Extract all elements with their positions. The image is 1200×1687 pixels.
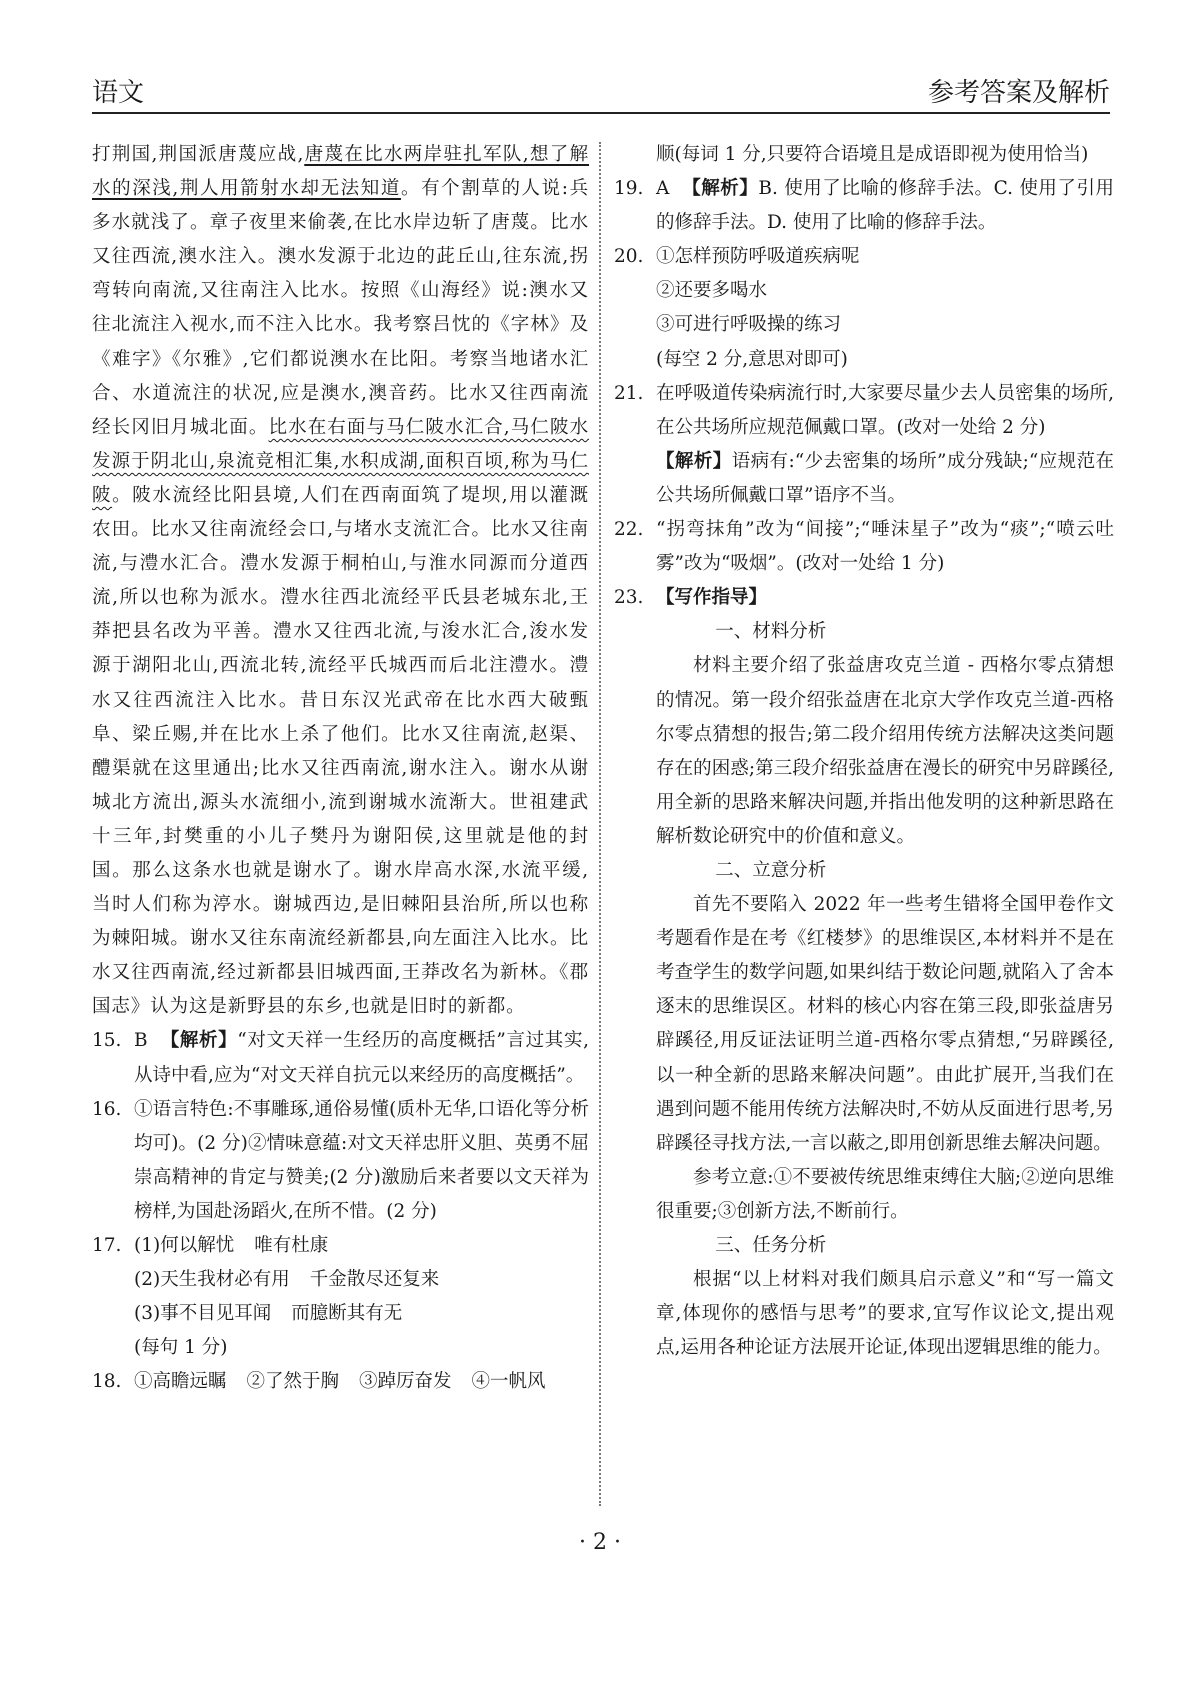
answer-17-line [92, 1297, 589, 1331]
question-number: 22. [614, 519, 644, 541]
answer-15 [92, 1024, 589, 1092]
answer-line: (3)事不目见耳闻 [134, 1303, 272, 1325]
question-number: 15. [92, 1030, 122, 1052]
answer-22 [614, 513, 1114, 581]
answer-line: (1)何以解忧 [134, 1235, 235, 1256]
answer-18-continued: 顺(每词 1 分,只要符合语境且是成语即视为使用恰当) [656, 144, 1089, 165]
passage-text: 。有个割草的人说:兵多水就浅了。章子夜里来偷袭,在比水岸边斩了唐蔑。比水又往西流,澳水注入。澳水发源于北边的茈丘山,往东流,拐弯转向南流,又往南注入比水。按照《山海经》说:澳水又往北流注入视水,而不注入比水。我考察吕忱的《字林》及《难字》《尔雅》,它们都说澳水在比阳。考察当地诸水汇合、水道流注的状况,应是澳水,澳音药。比水又往西南流经长冈旧月城北面。 [92, 178, 589, 438]
question-number: 17. [92, 1235, 122, 1256]
answer-choice: A [656, 178, 670, 200]
analysis-tag: 【解析】 [160, 1030, 238, 1052]
passage-text: 。陂水流经比阳县境,人们在西南面筑了堤坝,用以灌溉农田。比水又往南流经会口,与堵水支流汇合。比水又往南流,与澧水汇合。澧水发源于桐柏山,与淮水同源而分道西流,所以也称为派水。澧水往西北流经平氏县老城东北,王莽把县名改为平善。澧水又往西北流,与浚水汇合,浚水发源于湖阳北山,西流北转,流经平氏城西而后北注澧水。澧水又往西流注入比水。昔日东汉光武帝在比水西大破甄阜、梁丘赐,并在比水上杀了他们。比水又往南流,赵渠、醴渠就在这里通出;比水又往西南流,谢水注入。谢水从谢城北方流出,源头水流细小,流到谢城水流渐大。世祖建武十三年,封樊重的小儿子樊丹为谢阳侯,这里就是他的封国。那么这条水也就是谢水了。谢水岸高水深,水流平缓,当时人们称为渟水。谢城西边,是旧棘阳县治所,所以也称为棘阳城。谢水又往东南流经新都县,向左面注入比水。比水又往西南流,经过新都县旧城西面,王莽改名为新林。《郡国志》认为这是新野县的东乡,也就是旧时的新都。 [92, 484, 590, 1018]
answer-21 [614, 377, 1114, 445]
answer-text: B. 使用了比喻的修辞手法。C. 使用了引用的修辞手法。D. 使用了比喻的修辞手法。 [656, 178, 1114, 234]
answer-line: 千金散尽还复来 [309, 1269, 440, 1291]
idiom-answer: ④一帆风 [471, 1371, 546, 1393]
left-column [92, 138, 589, 1399]
writing-guide [614, 615, 1114, 1365]
section-title: 三、任务分析 [715, 1235, 827, 1256]
page-header [92, 68, 1110, 114]
answer-line: (2)天生我材必有用 [134, 1269, 290, 1291]
section-text: 根据“以上材料对我们颇具启示意义”和“写一篇文章,体现你的感悟与思考”的要求,宜写作议论文,提出观点,运用各种论证方法展开论证,体现出逻辑思维的能力。 [656, 1269, 1114, 1359]
section-title: 二、立意分析 [715, 859, 827, 881]
question-number: 21. [614, 382, 644, 404]
writing-guide-title: 【写作指导】 [656, 587, 768, 609]
section-text: 材料主要介绍了张益唐攻克兰道 - 西格尔零点猜想的情况。第一段介绍张益唐在北京大学作攻克兰道-西格尔零点猜想的报告;第二段介绍用传统方法解决这类问题存在的困惑;第三段介绍张益唐在漫长的研究中另辟蹊径,用全新的思路来解决问题,并指出他发明的这种新思路在解析数论研究中的价值和意义。 [656, 655, 1114, 847]
answer-text: 在呼吸道传染病流行时,大家要尽量少去人员密集的场所,在公共场所应规范佩戴口罩。(改对一处给 2 分) [656, 382, 1114, 438]
right-column [614, 138, 1114, 1365]
answer-choice: B [134, 1030, 148, 1052]
reference-ideas: 参考立意:①不要被传统思维束缚住大脑;②逆向思维很重要;③创新方法,不断前行。 [656, 1166, 1114, 1222]
analysis-tag: 【解析】 [682, 178, 759, 200]
section-title: 一、材料分析 [715, 621, 827, 643]
analysis-tag: 【解析】 [656, 450, 732, 472]
answer-18 [92, 1365, 589, 1399]
translation-passage [92, 138, 589, 1024]
passage-text: 打荆国,荆国派唐蔑应战, [92, 144, 305, 165]
answer-23 [614, 581, 1114, 615]
answer-line: ③可进行呼吸操的练习 [656, 314, 842, 336]
underlined-sentence: 唐蔑在比水两岸驻扎军队,想了解水的深浅,荆人用箭射水却无法知道 [92, 144, 590, 200]
answer-text: “拐弯抹角”改为“间接”;“唾沫星子”改为“痰”;“喷云吐雾”改为“吸烟”。(改对一处给 1 分) [656, 519, 1114, 575]
answer-line: ①怎样预防呼吸道疾病呢 [656, 246, 860, 268]
answer-19 [614, 172, 1114, 240]
question-number: 23. [614, 587, 644, 609]
answer-20 [614, 240, 1114, 274]
answer-line: 而臆断其有无 [291, 1303, 403, 1325]
idiom-answer: ①高瞻远瞩 [134, 1371, 227, 1393]
question-number: 18. [92, 1371, 122, 1393]
answer-text: ①语言特色:不事雕琢,通俗易懂(质朴无华,口语化等分析均可)。(2 分)②情味意蕴:对文天祥忠肝义胆、英勇不屈崇高精神的肯定与赞美;(2 分)激励后来者要以文天祥为榜样,为国赴汤蹈火,在所不惜。(2 分) [134, 1098, 589, 1222]
section-label: 参考答案及解析 [927, 78, 1110, 108]
subject-label: 语文 [92, 78, 145, 108]
column-divider [599, 142, 601, 1506]
answer-17-line [92, 1263, 589, 1297]
answer-17 [92, 1229, 589, 1263]
score-note: (每空 2 分,意思对即可) [656, 348, 848, 370]
idiom-answer: ②了然于胸 [246, 1371, 340, 1393]
answer-text: “对文天祥一生经历的高度概括”言过其实,从诗中看,应为“对文天祥自抗元以来经历的高度概括”。 [134, 1030, 589, 1086]
analysis-text: 语病有:“少去密集的场所”成分残缺;“应规范在公共场所佩戴口罩”语序不当。 [656, 450, 1114, 506]
wavy-underlined-sentence: 比水在右面与马仁陂水汇合,马仁陂水发源于阴北山,泉流竞相汇集,水积成湖,面积百顷,称为马仁陂 [92, 416, 589, 506]
question-number: 19. [614, 178, 644, 200]
question-number: 20. [614, 246, 644, 268]
answer-line: 唯有杜康 [254, 1235, 329, 1256]
answer-21-analysis [614, 445, 1114, 513]
section-text: 首先不要陷入 2022 年一些考生错将全国甲卷作文考题看作是在考《红楼梦》的思维误区,本材料并不是在考查学生的数学问题,如果纠结于数论问题,就陷入了舍本逐末的思维误区。材料的核心内容在第三段,即张益唐另辟蹊径,用反证法证明兰道-西格尔零点猜想,“另辟蹊径,以一种全新的思路来解决问题”。由此扩展开,当我们在遇到问题不能用传统方法解决时,不妨从反面进行思考,另辟蹊径寻找方法,一言以蔽之,即用创新思维去解决问题。 [656, 894, 1114, 1154]
answer-16 [92, 1093, 589, 1229]
score-note: (每句 1 分) [134, 1337, 228, 1359]
idiom-answer: ③踔厉奋发 [359, 1371, 452, 1393]
question-number: 16. [92, 1098, 122, 1120]
page-number: · 2 · [579, 1530, 621, 1555]
answer-line: ②还要多喝水 [656, 280, 768, 302]
